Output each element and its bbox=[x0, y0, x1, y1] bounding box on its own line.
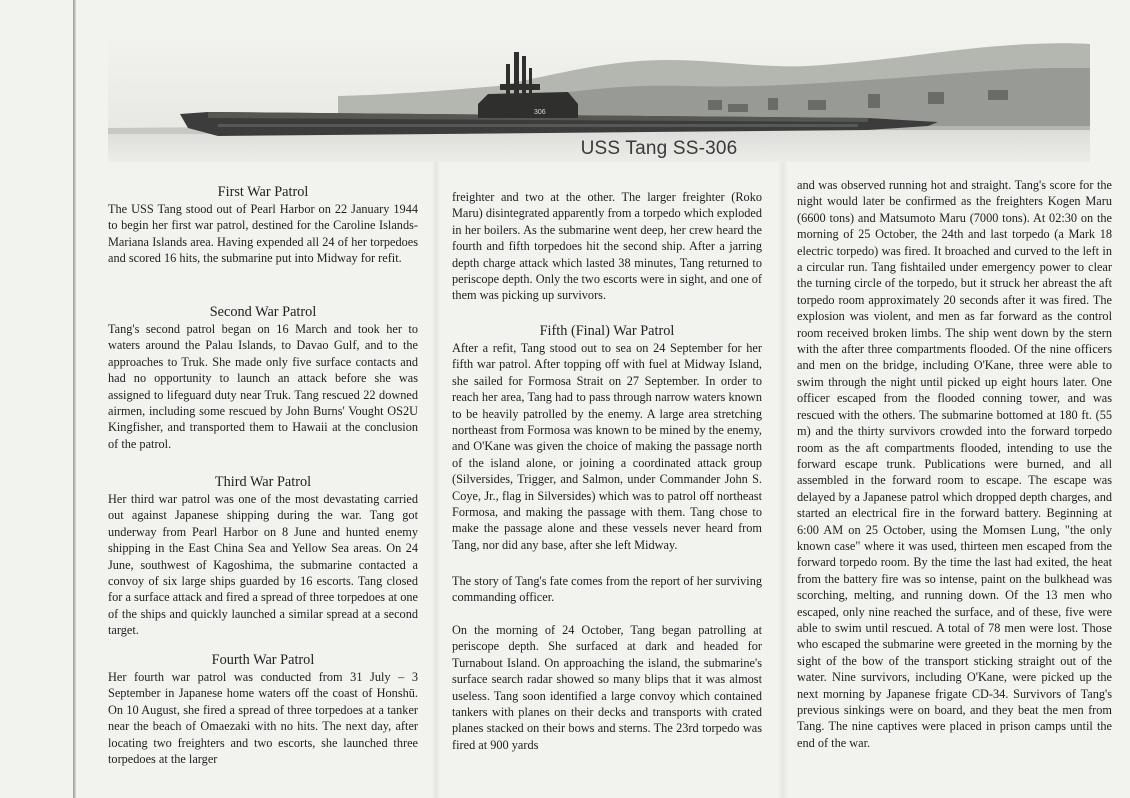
fold-line-left bbox=[432, 160, 440, 798]
section-heading: First War Patrol bbox=[217, 184, 309, 200]
section-body: Tang's second patrol began on 16 March and took her to waters around the Palau Islands, to Davao Gulf, and to the approaches to Truk. She made only five surface contacts and had no opportunity to launch an attack before she was assigned to lifeguard duty near Truk. Tang rescued 22 downed airmen, including some rescued by John Burns' Vought OS2U Kingfisher, and transported them to Hawaii at the conclusion of the patrol. bbox=[108, 322, 418, 451]
banner-title: USS Tang SS-306 bbox=[580, 138, 738, 159]
section-second-patrol bbox=[108, 303, 418, 452]
section-heading: Fourth War Patrol bbox=[211, 652, 315, 668]
section-third-patrol bbox=[108, 473, 418, 639]
morning-paragraph: On the morning of 24 October, Tang began patrolling at periscope depth. She surfaced at dark and headed for Turnabout Island. On approaching the island, the submarine's surface search radar showed so many blips that it was almost useless. Tang soon identified a large convoy which contained tankers with planes on their decks and transports with crated planes stacked on their bows and sterns. The 23rd torpedo was fired at 900 yards bbox=[452, 623, 762, 752]
section-heading: Second War Patrol bbox=[209, 304, 317, 320]
section-body: Her fourth war patrol was conducted from 31 July – 3 September in Japanese home waters off the coast of Honshū. On 10 August, she fired a spread of three torpedoes at a tanker near the beach of Omaezaki with no hits. The next day, after locating two freighters and two escorts, she launched three torpedoes at the larger bbox=[108, 670, 418, 767]
final-patrol-continued: and was observed running hot and straight. Tang's score for the night would later be confirmed as the freighters Kogen Maru (6600 tons) and Matsumoto Maru (7000 tons). At 02:30 on the morning of 25 October, the 24th and last torpedo (a Mark 18 electric torpedo) was fired. It broached and curved to the left in a circular run. Tang fishtailed under emergency power to clear the turning circle of the torpedo, but it struck her abreast the aft torpedo room approximately 20 seconds after it was fired. The explosion was violent, and men as far forward as the control room received broken limbs. The ship went down by the stern with the after three compartments flooded. Of the nine officers and men on the bridge, including O'Kane, three were able to swim through the night until picked up eight hours later. One officer escaped from the flooded conning tower, and was rescued with the others. The submarine bottomed at 180 ft. (55 m) and the thirty survivors crowded into the forward torpedo room as the aft compartments flooded, intending to use the forward escape trunk. Publications were burned, and all assembled in the forward room to escape. The escape was delayed by a Japanese patrol which dropped depth charges, and started an electrical fire in the forward battery. Beginning at 6:00 AM on 25 October, using the Momsen Lung, "the only known case" where it was used, thirteen men escaped from the forward torpedo room. By the time the last had exited, the heat from the battery fire was so intense, paint on the bulkhead was scorching, melting, and running down. Of the 13 men who escaped, only nine reached the surface, and of these, five were able to swim until rescued. A total of 78 men were lost. Those who escaped the submarine were greeted in the morning by the sight of the bow of the transport sticking straight out of the water. Nine survivors, including O'Kane, were picked up the next morning by Japanese frigate CD-34. Survivors of Tang's previous sinkings were on board, and they beat the men from Tang. The nine captives were placed in prison camps until the end of the war. bbox=[797, 178, 1112, 750]
section-heading: Fifth (Final) War Patrol bbox=[539, 323, 675, 339]
hull-number: 306 bbox=[534, 109, 546, 116]
section-body: The USS Tang stood out of Pearl Harbor on 22 January 1944 to begin her first war patrol, destined for the Caroline Islands-Mariana Islands area. Having expended all 24 of her torpedoes and scored 16 hits, the submarine put into Midway for refit. bbox=[108, 202, 418, 266]
continued-paragraph: freighter and two at the other. The larger freighter (Roko Maru) disintegrated apparently from a torpedo which exploded in her boilers. As the submarine went deep, her crew heard the fourth and fifth torpedoes hit the second ship. After a jarring depth charge attack which lasted 38 minutes, Tang returned to periscope depth. Only the two escorts were in sight, and one of them was picking up survivors. bbox=[452, 190, 762, 303]
fold-line-right bbox=[778, 160, 788, 798]
section-body: After a refit, Tang stood out to sea on 24 September for her fifth war patrol. After topping off with fuel at Midway Island, she sailed for Formosa Strait on 27 September. In order to reach her area, Tang had to pass through narrow waters known to be heavily patrolled by the enemy. A large area stretching northeast from Formosa was known to be mined by the enemy, and O'Kane was given the choice of making the passage north of the island alone, or joining a coordinated attack group (Silversides, Trigger, and Salmon, under Commander John S. Coye, Jr., flag in Silversides) which was to patrol off northeast Formosa, and making the passage with them. Tang chose to make the passage alone and these vessels never heard from Tang, nor did any base, after she left Midway. bbox=[452, 341, 762, 552]
section-fourth-patrol bbox=[108, 651, 418, 767]
page-edge-shadow bbox=[73, 0, 76, 798]
submarine-photo-banner bbox=[108, 34, 1090, 162]
section-fifth-patrol bbox=[452, 322, 762, 553]
section-first-patrol bbox=[108, 183, 418, 267]
story-paragraph: The story of Tang's fate comes from the report of her surviving commanding officer. bbox=[452, 574, 762, 605]
section-heading: Third War Patrol bbox=[214, 474, 312, 490]
section-body: Her third war patrol was one of the most devastating carried out against Japanese shipping during the war. Tang got underway from Pearl Harbor on 8 June and hunted enemy shipping in the East China Sea and Yellow Sea areas. On 24 June, southwest of Kagoshima, the submarine contacted a convoy of six large ships guarded by 16 escorts. Tang closed for a surface attack and fired a spread of three torpedoes at one of the ships and quickly launched a similar spread at a second target. bbox=[108, 492, 418, 638]
